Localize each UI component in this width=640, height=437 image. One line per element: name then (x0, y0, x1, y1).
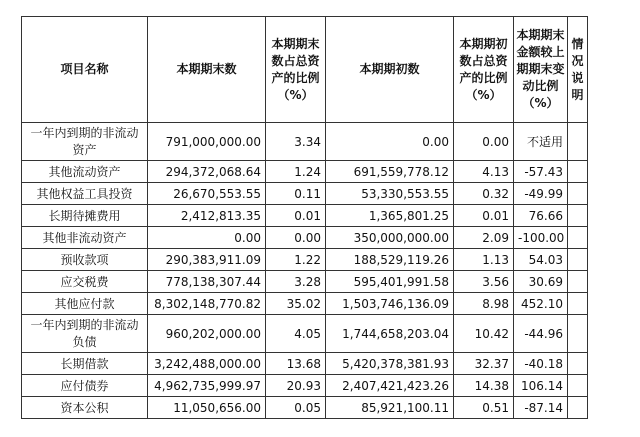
cell-begin-ratio: 0.01 (454, 205, 514, 227)
header-item-name: 项目名称 (22, 17, 148, 123)
cell-item-name: 应交税费 (22, 271, 148, 293)
header-begin-ratio: 本期期初数占总资产的比例（%） (454, 17, 514, 123)
cell-begin-ratio: 0.51 (454, 397, 514, 419)
cell-end-ratio: 3.28 (266, 271, 326, 293)
cell-remark (568, 123, 588, 161)
table-row (22, 271, 588, 293)
cell-begin-amount: 85,921,100.11 (326, 397, 454, 419)
cell-change-ratio: -44.96 (514, 315, 568, 353)
table-row (22, 161, 588, 183)
cell-end-amount: 290,383,911.09 (148, 249, 266, 271)
cell-remark (568, 227, 588, 249)
cell-end-ratio: 0.00 (266, 227, 326, 249)
table-row (22, 227, 588, 249)
cell-end-amount: 4,962,735,999.97 (148, 375, 266, 397)
header-begin-amount: 本期期初数 (326, 17, 454, 123)
cell-end-amount: 294,372,068.64 (148, 161, 266, 183)
balance-change-table (21, 16, 588, 419)
cell-remark (568, 205, 588, 227)
cell-item-name: 长期待摊费用 (22, 205, 148, 227)
table-header-row (22, 17, 588, 123)
cell-item-name: 长期借款 (22, 353, 148, 375)
cell-begin-amount: 595,401,991.58 (326, 271, 454, 293)
table-row (22, 397, 588, 419)
cell-begin-ratio: 8.98 (454, 293, 514, 315)
cell-change-ratio: 106.14 (514, 375, 568, 397)
cell-begin-amount: 2,407,421,423.26 (326, 375, 454, 397)
cell-end-amount: 3,242,488,000.00 (148, 353, 266, 375)
header-remark: 情况说明 (568, 17, 588, 123)
cell-item-name: 预收款项 (22, 249, 148, 271)
cell-end-ratio: 20.93 (266, 375, 326, 397)
cell-end-amount: 26,670,553.55 (148, 183, 266, 205)
cell-remark (568, 397, 588, 419)
cell-begin-amount: 0.00 (326, 123, 454, 161)
table-row (22, 123, 588, 161)
cell-item-name: 其他非流动资产 (22, 227, 148, 249)
cell-end-ratio: 35.02 (266, 293, 326, 315)
cell-item-name: 其他流动资产 (22, 161, 148, 183)
cell-begin-ratio: 3.56 (454, 271, 514, 293)
cell-item-name: 一年内到期的非流动负债 (22, 315, 148, 353)
cell-change-ratio: 54.03 (514, 249, 568, 271)
cell-item-name: 其他权益工具投资 (22, 183, 148, 205)
cell-end-amount: 8,302,148,770.82 (148, 293, 266, 315)
cell-end-ratio: 4.05 (266, 315, 326, 353)
table-row (22, 293, 588, 315)
cell-begin-amount: 1,503,746,136.09 (326, 293, 454, 315)
table-row (22, 249, 588, 271)
cell-remark (568, 161, 588, 183)
table-row (22, 183, 588, 205)
cell-end-ratio: 0.11 (266, 183, 326, 205)
header-end-ratio: 本期期末数占总资产的比例（%） (266, 17, 326, 123)
cell-end-amount: 791,000,000.00 (148, 123, 266, 161)
cell-remark (568, 353, 588, 375)
cell-begin-amount: 1,744,658,203.04 (326, 315, 454, 353)
cell-change-ratio: 30.69 (514, 271, 568, 293)
cell-end-ratio: 13.68 (266, 353, 326, 375)
cell-begin-ratio: 1.13 (454, 249, 514, 271)
cell-change-ratio: -87.14 (514, 397, 568, 419)
cell-begin-ratio: 4.13 (454, 161, 514, 183)
cell-item-name: 其他应付款 (22, 293, 148, 315)
cell-end-ratio: 1.24 (266, 161, 326, 183)
table-row (22, 375, 588, 397)
cell-remark (568, 249, 588, 271)
cell-end-ratio: 0.05 (266, 397, 326, 419)
cell-change-ratio: 452.10 (514, 293, 568, 315)
cell-item-name: 资本公积 (22, 397, 148, 419)
cell-remark (568, 375, 588, 397)
cell-begin-ratio: 14.38 (454, 375, 514, 397)
cell-change-ratio: -49.99 (514, 183, 568, 205)
cell-begin-ratio: 32.37 (454, 353, 514, 375)
cell-remark (568, 315, 588, 353)
cell-remark (568, 293, 588, 315)
cell-begin-ratio: 0.32 (454, 183, 514, 205)
cell-change-ratio: -57.43 (514, 161, 568, 183)
cell-remark (568, 271, 588, 293)
cell-item-name: 应付债券 (22, 375, 148, 397)
cell-change-ratio: -40.18 (514, 353, 568, 375)
table-row (22, 315, 588, 353)
cell-change-ratio: -100.00 (514, 227, 568, 249)
cell-remark (568, 183, 588, 205)
cell-begin-amount: 188,529,119.26 (326, 249, 454, 271)
cell-end-ratio: 0.01 (266, 205, 326, 227)
cell-begin-ratio: 2.09 (454, 227, 514, 249)
cell-begin-amount: 53,330,553.55 (326, 183, 454, 205)
cell-begin-amount: 350,000,000.00 (326, 227, 454, 249)
cell-end-ratio: 3.34 (266, 123, 326, 161)
cell-end-ratio: 1.22 (266, 249, 326, 271)
cell-change-ratio: 不适用 (514, 123, 568, 161)
cell-begin-ratio: 0.00 (454, 123, 514, 161)
cell-begin-amount: 691,559,778.12 (326, 161, 454, 183)
header-end-amount: 本期期末数 (148, 17, 266, 123)
cell-begin-ratio: 10.42 (454, 315, 514, 353)
header-change-ratio: 本期期末金额较上期期末变动比例（%） (514, 17, 568, 123)
cell-end-amount: 0.00 (148, 227, 266, 249)
cell-end-amount: 11,050,656.00 (148, 397, 266, 419)
cell-end-amount: 778,138,307.44 (148, 271, 266, 293)
cell-begin-amount: 1,365,801.25 (326, 205, 454, 227)
table-row (22, 353, 588, 375)
cell-item-name: 一年内到期的非流动资产 (22, 123, 148, 161)
cell-change-ratio: 76.66 (514, 205, 568, 227)
cell-end-amount: 960,202,000.00 (148, 315, 266, 353)
cell-begin-amount: 5,420,378,381.93 (326, 353, 454, 375)
cell-end-amount: 2,412,813.35 (148, 205, 266, 227)
table-row (22, 205, 588, 227)
